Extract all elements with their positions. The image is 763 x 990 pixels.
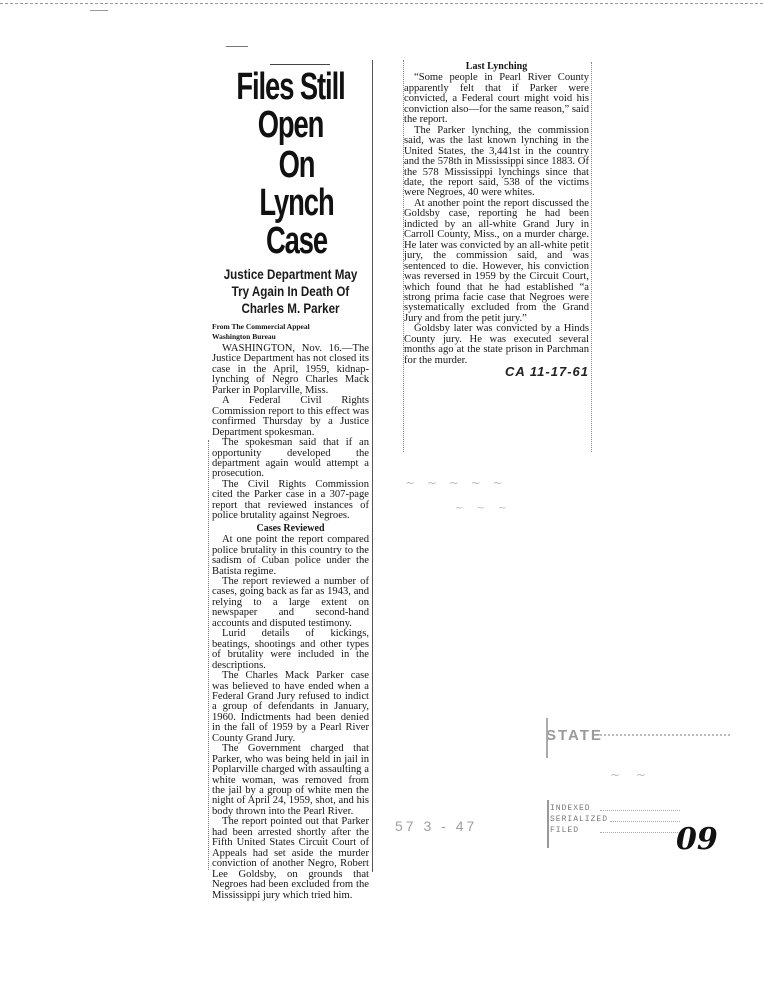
paragraph: The Parker lynching, the commission said, was the last known lynching in the United States, the 3,441st in the country and the 578th in Mississippi since 1883. Of the 578 Mississippi lynchings since that date, the report said, 538 of the victims were Negroes, 40 were whites. — [404, 124, 589, 199]
headline-line-2: On Lynch Case — [259, 144, 334, 262]
scan-mark — [90, 10, 108, 11]
stamp-dots — [600, 832, 680, 833]
handwritten-date: CA 11-17-61 — [505, 364, 589, 380]
paragraph: At another point the report discussed the Goldsby case, reporting he had been indicted by an all-white Grand Jury in Carroll County, Miss., on a murder charge. He later was convicted by an all-white petit jury, the commission said, and was sentenced to die. However, his conviction was reversed in 1959 by the Circuit Court, which found that he had established “a strong prima facie case that Negroes were systematically excluded from the Grand Jury and from the petit jury.” — [404, 197, 589, 324]
filed-stamp: FILED — [550, 826, 580, 835]
paragraph: At one point the report compared police brutality in this country to the sadism of Cuban police under the Batista regime. — [212, 534, 369, 577]
stamp-bracket — [546, 718, 548, 758]
paragraph: “Some people in Pearl River County apparently felt that if Parker were convicted, a Federal court might void his conviction also—for the same reason,” said the report. — [404, 72, 589, 126]
faint-scribble: ~ ~ ~ — [455, 503, 512, 514]
stamp-dots — [610, 821, 680, 822]
column-rule-2-right — [591, 62, 592, 452]
file-suffix-handwritten: 09 — [676, 822, 718, 857]
paragraph: The Civil Rights Commission cited the Parker case in a 307-page report that reviewed instances of police brutality against Negroes. — [212, 478, 369, 522]
paragraph: A Federal Civil Rights Commission report to this effect was confirmed Thursday by a Justice Department spokesman. — [212, 395, 369, 438]
subhead-cases-reviewed: Cases Reviewed — [256, 522, 325, 534]
subhead-last-lynching: Last Lynching — [465, 61, 528, 72]
serialized-stamp: SERIALIZED — [550, 815, 609, 824]
clip-mark — [226, 46, 248, 47]
paragraph: The report reviewed a number of cases, going back as far as 1943, and relying to a large extent on newspaper and second-hand accounts and disputed testimony. — [212, 575, 369, 629]
article-column-2 — [404, 60, 589, 380]
paragraph: The Charles Mack Parker case was believed to have ended when a Federal Grand Jury refused to indict a group of defendants in January, 1960. Indictments had been denied in the fall of 1959 by a Pearl River County Grand Jury. — [212, 670, 369, 744]
stamp-dots — [600, 810, 680, 811]
byline-bureau: Washington Bureau — [212, 331, 276, 341]
faint-scribble: ~ ~ ~ ~ ~ — [405, 476, 507, 490]
paragraph: The Government charged that Parker, who was being held in jail in Poplarville charged with assaulting a white woman, was removed from the jail by a group of white men the night of April 24, 1959, shot, and his body thrown into the Pearl River. — [212, 743, 369, 817]
paragraph: Goldsby later was convicted by a Hinds County jury. He was executed several months ago at the state prison in Parchman for the murder. — [404, 323, 589, 366]
file-number: 57 3 - 47 — [395, 818, 478, 834]
paragraph: The spokesman said that if an opportunity developed the department again would attempt a prosecution. — [212, 437, 369, 480]
byline-source: From The Commercial Appeal — [212, 322, 310, 331]
column-rule-left — [208, 440, 209, 870]
paragraph: The report pointed out that Parker had been arrested shortly after the Fifth United States Circuit Court of Appeals had set aside the murder conviction of another Negro, Robert Lee Goldsby, on grounds that Negroes had been excluded from the Mississippi jury which tried him. — [212, 816, 369, 901]
headline-rule — [270, 64, 330, 65]
stamp-bracket — [547, 800, 549, 848]
deck: Justice Department May Try Again In Death Of Charles M. Parker — [223, 267, 358, 316]
article-column-1 — [212, 68, 369, 901]
indexed-stamp: INDEXED — [550, 804, 591, 813]
faint-scribble: ~ ~ — [610, 768, 652, 782]
column-rule-1 — [372, 60, 373, 872]
paragraph: WASHINGTON, Nov. 16.—The Justice Department has not closed its case in the April, 1959, kidnap-lynching of Negro Charles Mack Parker in Poplarville, Miss. — [212, 343, 369, 396]
paragraph: Lurid details of kickings, beatings, shootings and other types of brutality were included in the descriptions. — [212, 628, 369, 671]
scan-top-edge — [0, 3, 763, 4]
headline-line-1: Files Still Open — [236, 66, 345, 146]
state-stamp: STATE — [546, 727, 603, 744]
stamp-fade-line — [600, 734, 730, 736]
